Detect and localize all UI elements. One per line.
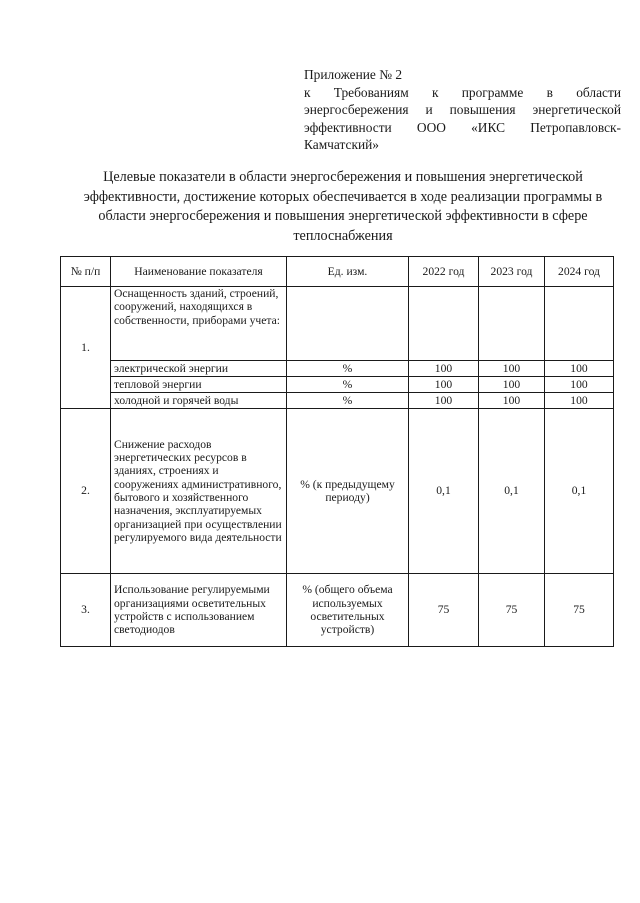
appendix-text: к Требованиям к программе в области энергосбережения и повышения энергетической эффективности ООО «ИКС Петропавловск-Камчатский» (304, 84, 621, 152)
subrow-name: тепловой энергии (111, 377, 287, 393)
value-2023: 75 (479, 574, 545, 647)
table-row (61, 409, 614, 574)
subrow-unit: % (287, 377, 409, 393)
value-2022: 100 (409, 393, 479, 409)
row-name: Снижение расходов энергетических ресурсов в зданиях, строениях и сооружениях административного, бытового и хозяйственного назначения, эксплуатируемых организацией при осуществлении регулируемого вида деятельности (111, 409, 287, 574)
subrow-unit: % (287, 361, 409, 377)
value-2022: 100 (409, 361, 479, 377)
empty-cell (479, 287, 545, 361)
value-2023: 100 (479, 393, 545, 409)
row-name: Использование регулируемыми организациями осветительных устройств с использованием светодиодов (111, 574, 287, 647)
row-number: 1. (61, 287, 111, 409)
value-2022: 75 (409, 574, 479, 647)
value-2024: 100 (545, 393, 614, 409)
value-2022: 0,1 (409, 409, 479, 574)
value-2024: 100 (545, 361, 614, 377)
header-2022: 2022 год (409, 257, 479, 287)
row-number: 2. (61, 409, 111, 574)
value-2024: 100 (545, 377, 614, 393)
header-unit: Ед. изм. (287, 257, 409, 287)
value-2023: 0,1 (479, 409, 545, 574)
header-no: № п/п (61, 257, 111, 287)
header-2024: 2024 год (545, 257, 614, 287)
subrow-name: электрической энергии (111, 361, 287, 377)
value-2023: 100 (479, 377, 545, 393)
table-header-row (61, 257, 614, 287)
row-unit: % (общего объема используемых осветительных устройств) (287, 574, 409, 647)
appendix-number: Приложение № 2 (304, 67, 403, 82)
header-name: Наименование показателя (111, 257, 287, 287)
row-unit: % (к предыдущему периоду) (287, 409, 409, 574)
value-2022: 100 (409, 377, 479, 393)
table-subrow (61, 361, 614, 377)
row-number: 3. (61, 574, 111, 647)
appendix-header (304, 66, 621, 154)
indicators-table (60, 256, 614, 647)
subrow-unit: % (287, 393, 409, 409)
empty-cell (409, 287, 479, 361)
table-subrow (61, 393, 614, 409)
empty-cell (287, 287, 409, 361)
table-row (61, 574, 614, 647)
table-subrow (61, 377, 614, 393)
subrow-name: холодной и горячей воды (111, 393, 287, 409)
row-name: Оснащенность зданий, строений, сооружений, находящихся в собственности, приборами учета: (111, 287, 287, 361)
document-title: Целевые показатели в области энергосбережения и повышения энергетической эффективности, достижение которых обеспечивается в ходе реализации программы в области энергосбережения и повышения энергетической эффективности в сфере теплоснабжения (83, 169, 603, 244)
header-2023: 2023 год (479, 257, 545, 287)
value-2024: 75 (545, 574, 614, 647)
value-2024: 0,1 (545, 409, 614, 574)
value-2023: 100 (479, 361, 545, 377)
table-row (61, 287, 614, 361)
empty-cell (545, 287, 614, 361)
